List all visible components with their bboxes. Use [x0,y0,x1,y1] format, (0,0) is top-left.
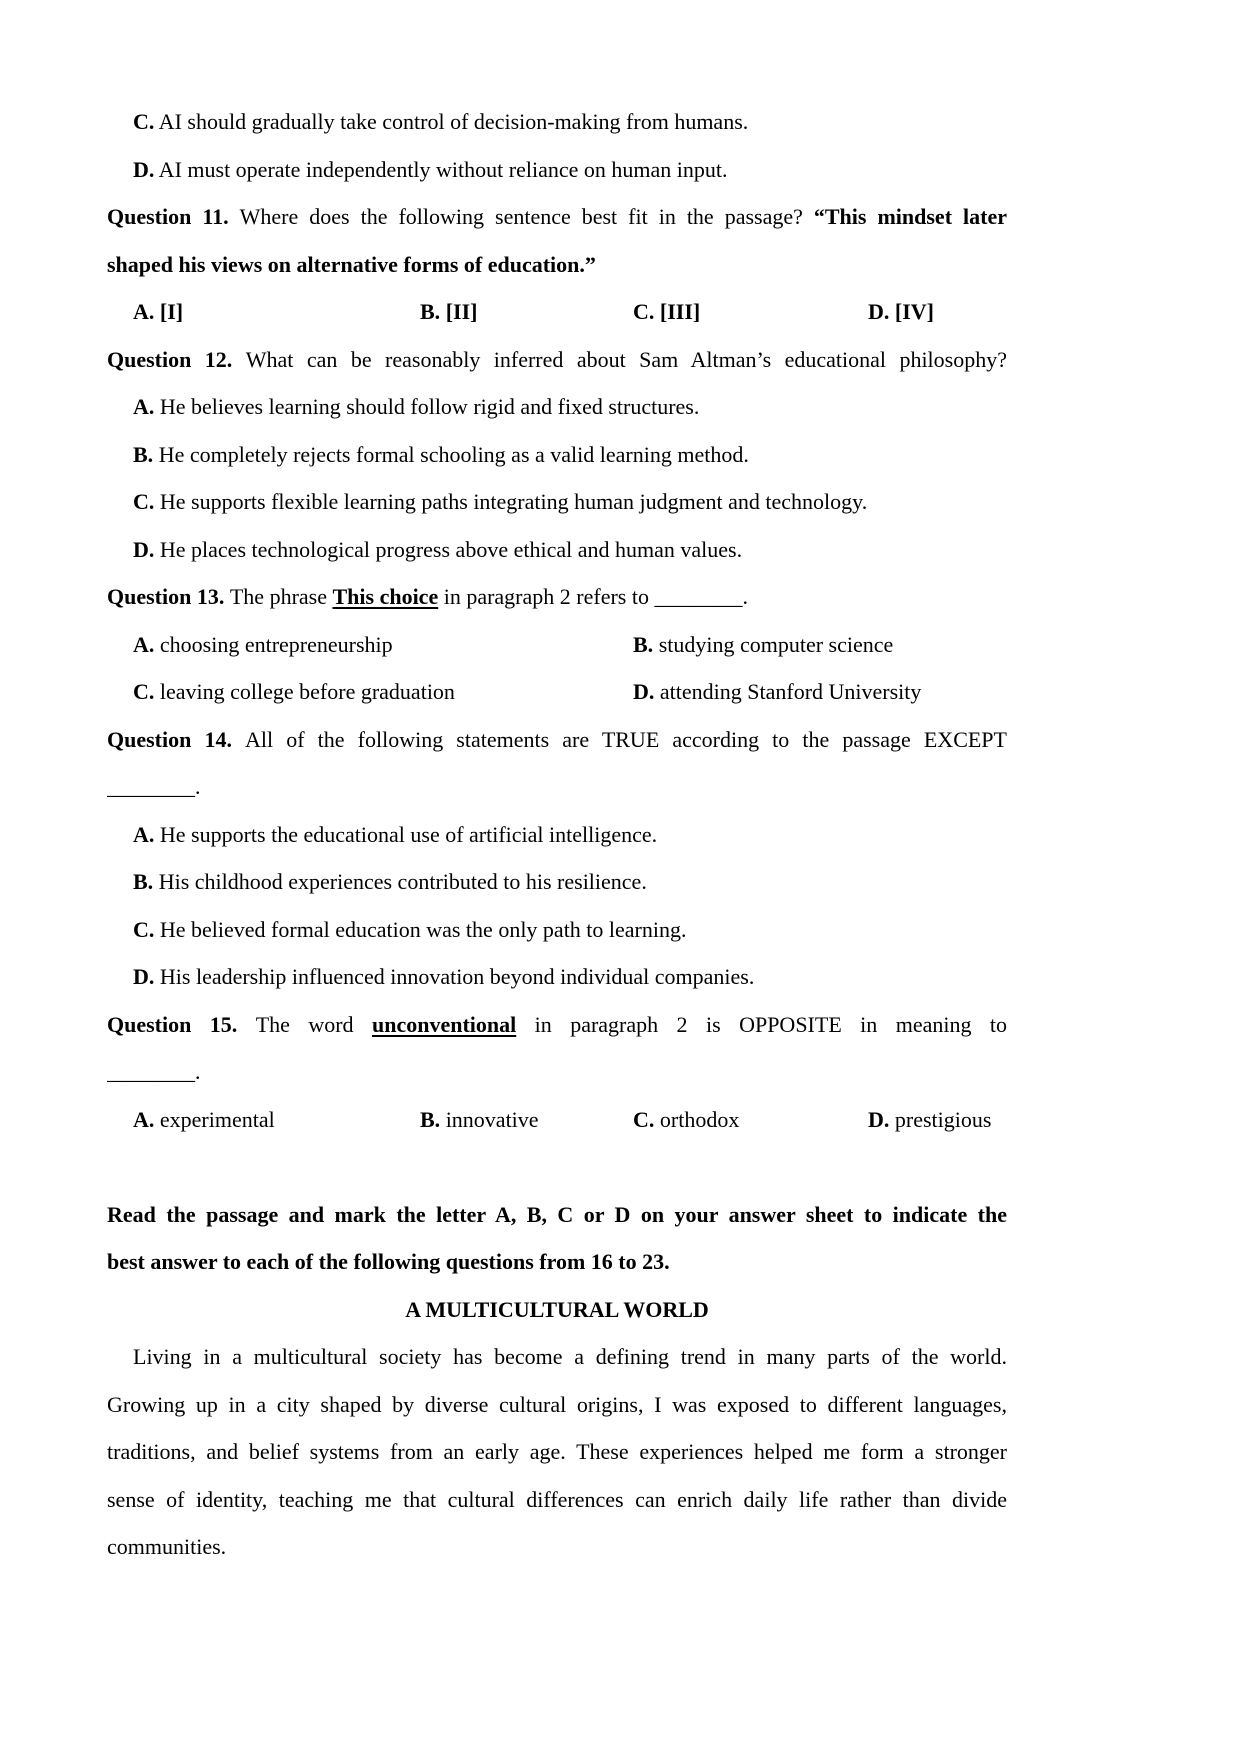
text-segment: ________. [107,1059,201,1084]
option-label: C. [633,299,655,324]
text-segment: A. [133,394,155,419]
question-15-options-row-option-a [133,1096,275,1144]
prev-question-option-d [107,146,1007,194]
question-13-options-row-1-option-a [133,621,393,669]
question-15-options-row-option-c [633,1096,739,1144]
question-13-stem [107,573,1007,621]
question-11-options-row-option-d [868,288,934,336]
text-segment: He supports the educational use of artificial intelligence. [154,821,658,847]
text-segment: in paragraph 2 is OPPOSITE in meaning to [516,1011,1007,1037]
text-segment: C. [133,916,155,942]
question-11-options-row [107,288,1007,336]
option-text: prestigious [889,1106,992,1132]
text-segment: He places technological progress above ethical and human values. [154,536,743,562]
option-label: D. [868,299,890,324]
text-segment: A MULTICULTURAL WORLD [405,1296,709,1322]
text-segment: D. [133,536,155,562]
text-segment: Question 14. [107,726,246,752]
question-15-stem-line-2 [107,1048,1007,1096]
text-segment: C. [133,489,155,514]
option-text: leaving college before graduation [154,679,455,704]
option-label: A. [133,631,155,657]
question-12-option-c [107,478,1007,526]
question-13-options-row-2-option-d [633,668,921,716]
question-15-options-row-option-d [868,1096,991,1144]
passage-line-2 [107,1381,1007,1429]
question-14-option-b [107,858,1007,906]
question-14-option-a [107,811,1007,859]
option-text: orthodox [654,1106,740,1132]
text-segment: B. [133,869,154,894]
text-segment: unconventional [371,1011,517,1037]
question-12-stem [107,336,1007,384]
text-segment: B. [133,441,154,467]
text-segment: His leadership influenced innovation beyond individual companies. [154,964,755,989]
question-12-option-d [107,526,1007,574]
question-15-options-row [107,1096,1007,1144]
option-text: [III] [654,299,701,324]
text-segment: He completely rejects formal schooling as a valid learning method. [153,441,749,467]
option-text: [II] [440,299,478,324]
option-text: experimental [154,1106,275,1132]
text-segment: He supports flexible learning paths integrating human judgment and technology. [154,489,868,514]
text-segment: He believed formal education was the only path to learning. [154,916,687,942]
section-instruction-line-2 [107,1238,1007,1286]
question-11-options-row-option-c [633,288,700,336]
text-segment: in paragraph 2 refers to ________. [438,584,748,609]
text-segment: communities. [107,1534,227,1559]
option-label: B. [420,299,441,324]
text-segment: The phrase [229,584,333,609]
question-11-stem-line-1 [107,193,1007,241]
text-segment: Question 11. [107,204,240,229]
text-segment: D. [133,156,155,182]
text-segment: AI must operate independently without reliance on human input. [154,156,728,182]
option-label: A. [133,1106,155,1132]
question-14-stem-line-1 [107,716,1007,764]
text-segment: traditions, and belief systems from an early age. These experiences helped me form a stronger [107,1439,1007,1464]
question-13-options-row-2 [107,668,1007,716]
text-segment: Question 13. [107,584,230,609]
text-segment: Read the passage and mark the letter A, B, C or D on your answer sheet to indicate the [107,1201,1007,1227]
text-segment: C. [133,109,155,134]
prev-question-option-c [107,98,1007,146]
option-label: D. [868,1106,890,1132]
option-label: B. [633,631,654,657]
option-label: B. [420,1106,441,1132]
question-13-options-row-1 [107,621,1007,669]
option-text: innovative [440,1106,539,1132]
option-label: C. [133,679,155,704]
question-14-option-c [107,906,1007,954]
text-segment: shaped his views on alternative forms of education.” [107,251,596,277]
text-segment: The word [255,1011,372,1037]
passage-line-5 [107,1523,1007,1571]
question-15-stem-line-1 [107,1001,1007,1049]
text-segment: He believes learning should follow rigid and fixed structures. [154,394,700,419]
text-segment: A. [133,821,155,847]
option-label: C. [633,1106,655,1132]
option-text: [I] [154,299,184,324]
blank-line [107,1143,1007,1191]
option-text: attending Stanford University [654,679,922,704]
text-segment: Growing up in a city shaped by diverse cultural origins, I was exposed to different languages, [107,1391,1007,1417]
question-11-options-row-option-b [420,288,477,336]
text-segment: AI should gradually take control of decision-making from humans. [154,109,749,134]
question-13-options-row-2-option-c [133,668,455,716]
question-15-options-row-option-b [420,1096,539,1144]
text-segment: This choice [332,584,439,609]
option-label: D. [633,679,655,704]
text-segment: His childhood experiences contributed to his resilience. [153,869,647,894]
option-text: choosing entrepreneurship [154,631,393,657]
question-14-option-d [107,953,1007,1001]
question-11-options-row-option-a [133,288,183,336]
question-12-option-a [107,383,1007,431]
question-11-stem-line-2 [107,241,1007,289]
passage-line-1 [107,1333,1007,1381]
passage-title [107,1286,1007,1334]
text-segment: Where does the following sentence best fit in the passage? [239,204,814,229]
text-segment: Question 15. [107,1011,256,1037]
text-segment: sense of identity, teaching me that cultural differences can enrich daily life rather than divide [107,1486,1007,1512]
text-segment: Living in a multicultural society has become a defining trend in many parts of the world. [133,1344,1007,1369]
section-instruction-line-1 [107,1191,1007,1239]
option-text: [IV] [889,299,934,324]
question-13-options-row-1-option-b [633,621,893,669]
text-segment: best answer to each of the following questions from 16 to 23. [107,1249,670,1274]
option-text: studying computer science [653,631,894,657]
document-content [107,98,1007,1571]
text-segment: D. [133,964,155,989]
passage-line-4 [107,1476,1007,1524]
text-segment: ________. [107,774,201,799]
text-segment: What can be reasonably inferred about Sam Altman’s educational philosophy? [245,346,1007,372]
question-14-stem-line-2 [107,763,1007,811]
text-segment: All of the following statements are TRUE according to the passage EXCEPT [245,726,1007,752]
text-segment: “This mindset later [813,204,1007,229]
passage-line-3 [107,1428,1007,1476]
text-segment: Question 12. [107,346,246,372]
option-label: A. [133,299,155,324]
question-12-option-b [107,431,1007,479]
